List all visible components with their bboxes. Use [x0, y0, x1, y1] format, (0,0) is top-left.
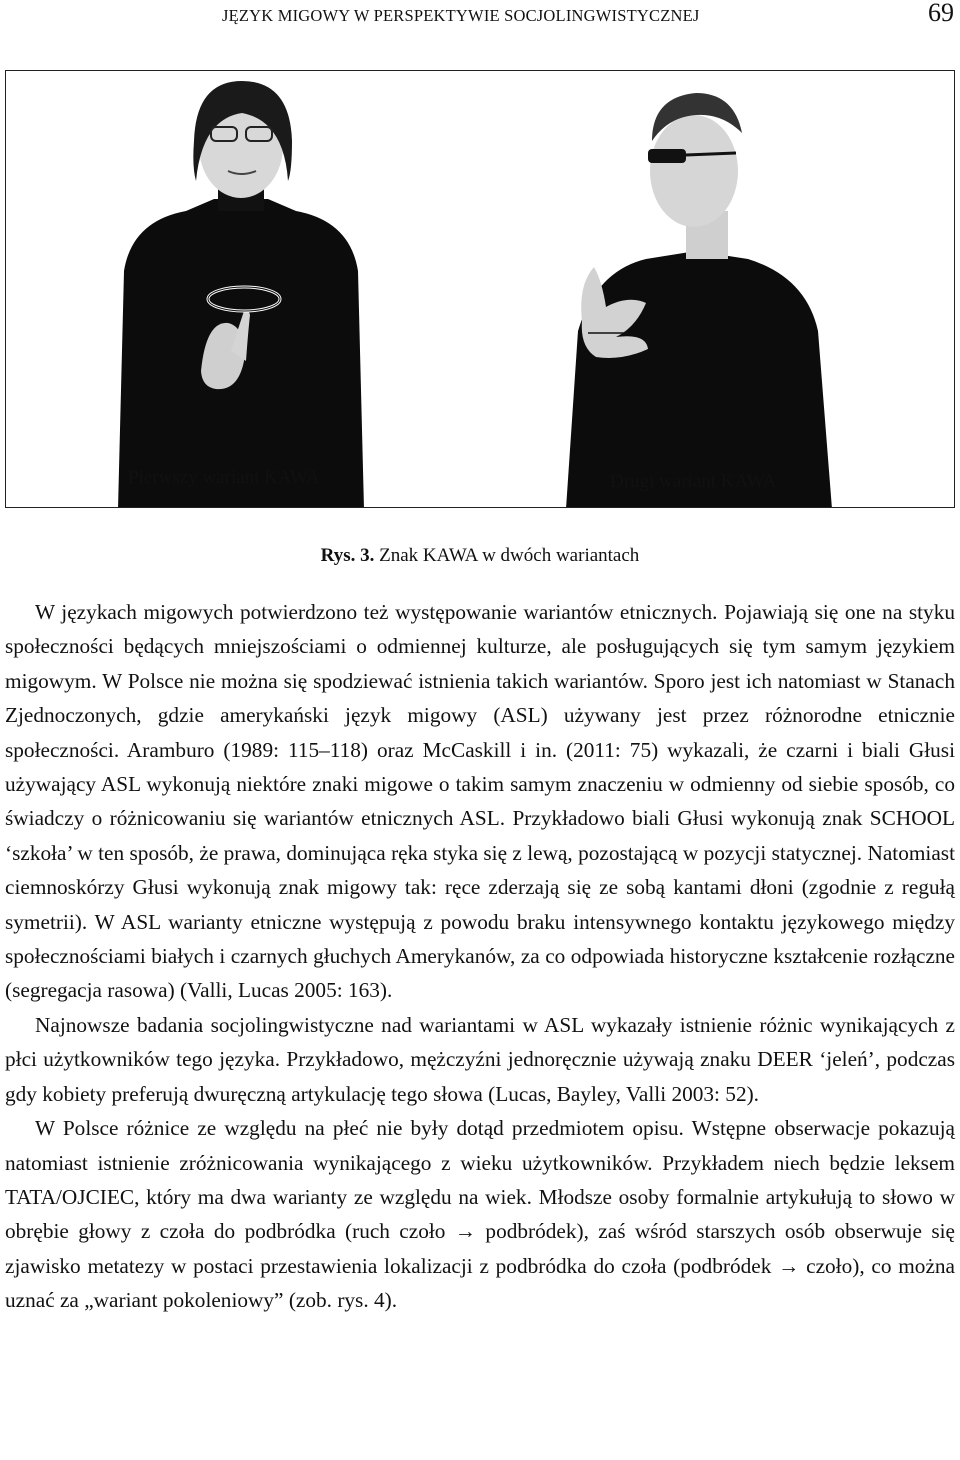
figure-label-right: Drugi wariant KAWA: [610, 471, 777, 492]
paragraph-3: W Polsce różnice ze względu na płeć nie były dotąd przedmiotem opisu. Wstępne obserwacje pokazują natomiast istnienie zróżnicowania wynikającego z wieku użytkowników. Przykładem niech będzie leksem TATA/OJCIEC, który ma dwa warianty ze względu na wiek. Młodsze osoby formalnie artykułują to słowo w obrębie głowy z czoła do podbródka (ruch czoło → podbródek), zaś wśród starszych osób obserwuje się zjawisko metatezy w postaci przestawienia lokalizacji z podbródka do czoła (podbródek → czoło), co można uznać za „wariant pokoleniowy” (zob. rys. 4).: [5, 1116, 955, 1313]
caption-text: Znak KAWA w dwóch wariantach: [374, 545, 640, 566]
figure-frame: [5, 70, 955, 508]
page-number: 69: [928, 0, 954, 27]
running-title: JĘZYK MIGOWY W PERSPEKTYWIE SOCJOLINGWISTYCZNEJ: [222, 6, 700, 25]
figure-photos: [6, 71, 955, 508]
paragraph-2: Najnowsze badania socjolingwistyczne nad wariantami w ASL wykazały istnienie różnic wynikających z płci użytkowników tego języka. Przykładowo, mężczyźni jednoręcznie używają znaku DEER ‘jeleń’, podczas gdy kobiety preferują dwuręczną artykulację tego słowa (Lucas, Bayley, Valli 2003: 52).: [5, 1012, 955, 1106]
paragraph-1: W językach migowych potwierdzono też występowanie wariantów etnicznych. Pojawiają się one na styku społeczności będących mniejszościami o odmiennej kulturze, ale posługujących się tym samym językiem migowym. W Polsce nie można się spodziewać istnienia takich wariantów. Sporo jest ich natomiast w Stanach Zjednoczonych, gdzie amerykański język migowy (ASL) używany jest przez różnorodne etnicznie społeczności. Aramburo (1989: 115–118) oraz McCaskill i in. (2011: 75) wykazali, że czarni i biali Głusi używający ASL wykonują niektóre znaki migowe o takim samym znaczeniu w odmienny od siebie sposób, co świadczy o różnicowaniu się wariantów etnicznych ASL. Przykładowo biali Głusi wykonują znak SCHOOL ‘szkoła’ w ten sposób, że prawa, dominująca ręka styka się z lewą, pozostającą w pozycji statycznej. Natomiast ciemnoskórzy Głusi wykonują znak migowy tak: ręce zderzają się ze sobą kantami dłoni (zgodnie z regułą symetrii). W ASL warianty etniczne występują z powodu braku intensywnego kontaktu językowego między społecznościami białych i czarnych głuchych Amerykanów, za co odpowiada historyczne kształcenie rozłączne (segregacja rasowa) (Valli, Lucas 2005: 163).: [5, 600, 955, 1003]
figure-label-left: Pierwszy wariant KAWA: [128, 467, 320, 488]
body-text: [5, 595, 955, 1318]
signer-right-photo: [566, 93, 832, 508]
caption-number: Rys. 3.: [320, 545, 375, 566]
figure-caption: [0, 545, 960, 567]
signer-left-photo: [118, 81, 364, 508]
page-header: [0, 0, 960, 36]
